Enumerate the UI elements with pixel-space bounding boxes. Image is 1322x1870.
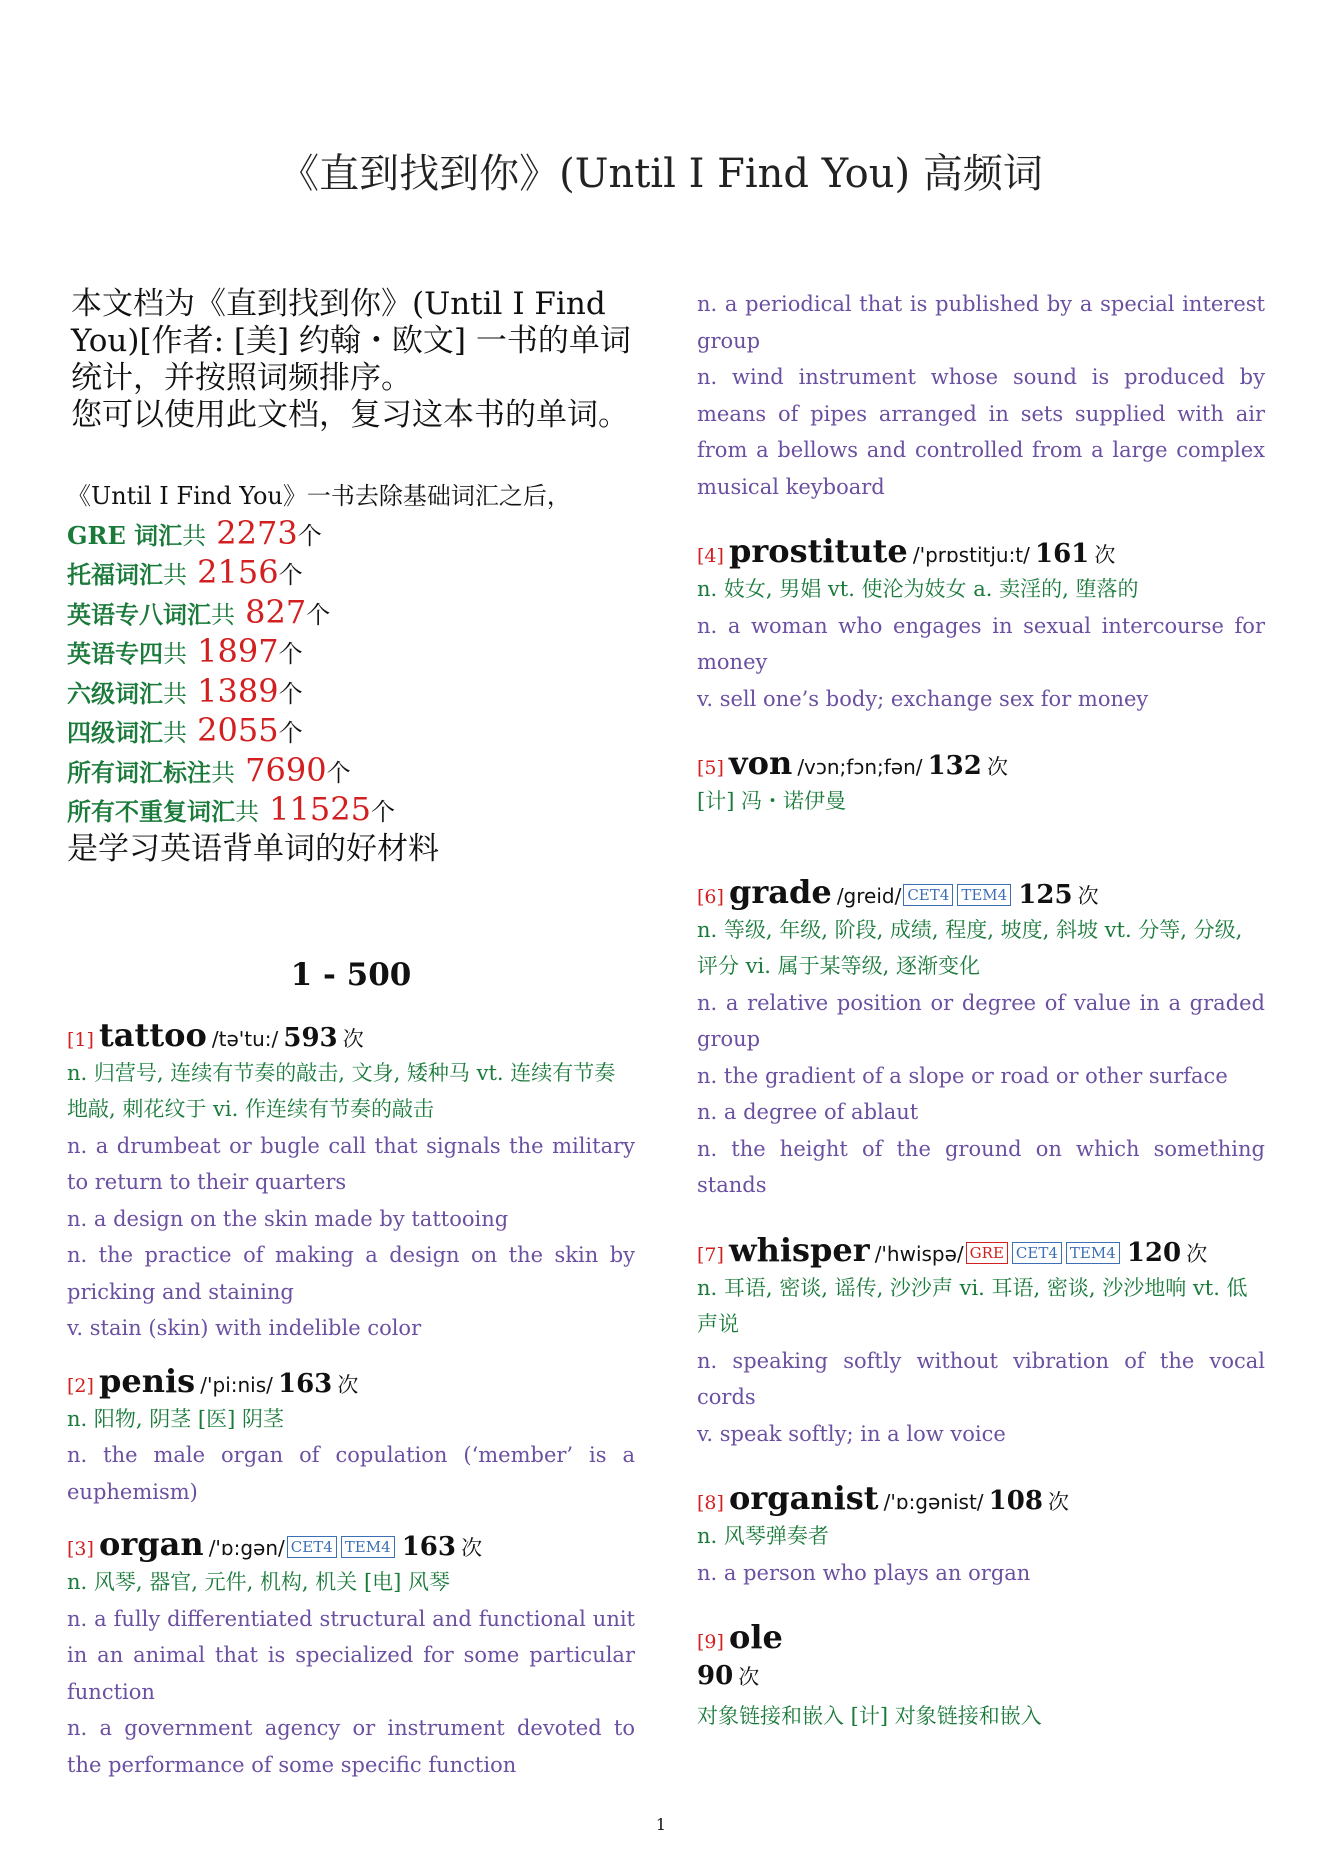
entry-english-def: n. the practice of making a design on the skin by pricking and staining: [67, 1243, 635, 1304]
entry-count: 108: [988, 1486, 1043, 1516]
entry-word: penis: [99, 1361, 196, 1400]
entry-word: von: [729, 744, 793, 782]
entry-word: grade: [729, 872, 832, 911]
stat-count: 11525: [259, 790, 371, 828]
entry-word: whisper: [729, 1230, 870, 1269]
stat-count: 1389: [187, 671, 279, 710]
entry-phonetic: /'hwispə/: [874, 1241, 964, 1266]
stat-unit: 个: [278, 640, 303, 668]
word-entry: [697, 872, 1265, 1204]
entry-english-def: n. a design on the skin made by tattooing: [67, 1206, 509, 1231]
entry-count: 125: [1018, 879, 1073, 910]
entry-tag: TEM4: [957, 884, 1011, 906]
word-entry: [67, 1361, 635, 1511]
entry-head: [67, 1015, 635, 1055]
stat-label: 所有不重复词汇: [67, 797, 235, 826]
entry-chinese-def: 对象链接和嵌入 [计] 对象链接和嵌入: [697, 1704, 1042, 1728]
entry-count-unit: 次: [337, 1372, 359, 1397]
entry-tag: CET4: [1012, 1242, 1062, 1264]
word-entry: [67, 1524, 635, 1783]
entry-english-def: n. wind instrument whose sound is produced by means of pipes arranged in sets supplied with air from a bellows and controlled from a large complex musical keyboard: [697, 365, 1265, 499]
entry-head: [67, 1524, 635, 1564]
page-number: 1: [655, 1815, 667, 1834]
stat-suffix: 共: [163, 561, 187, 589]
entry-head: [697, 1230, 1265, 1270]
stat-line: [67, 633, 635, 673]
stat-label: 英语专八词汇: [67, 599, 211, 629]
stat-label: 六级词汇: [67, 678, 163, 708]
stat-unit: 个: [297, 521, 322, 550]
word-entry: [67, 1015, 635, 1347]
entry-index: [9]: [697, 1631, 724, 1653]
entry-english-def: n. a drumbeat or bugle call that signals the military to return to their quarters: [67, 1133, 635, 1194]
entry-count: 593: [283, 1022, 338, 1053]
entry-tag: GRE: [966, 1242, 1008, 1264]
entry-tag: TEM4: [1066, 1242, 1120, 1264]
entry-phonetic: /'prɒstitju:t/: [912, 543, 1030, 567]
entry-count-unit: 次: [342, 1026, 364, 1051]
entry-phonetic: /tə'tu:/: [211, 1026, 279, 1051]
entry-count: 161: [1034, 539, 1090, 569]
entry-index: [3]: [67, 1538, 94, 1560]
entry-chinese-def: n. 归营号, 连续有节奏的敲击, 文身, 矮种马 vt. 连续有节奏地敲, 刺花纹于 vi. 作连续有节奏的敲击: [67, 1060, 616, 1121]
entry-phonetic: /vɔn;fɔn;fən/: [797, 755, 923, 779]
entry-english-def: n. a woman who engages in sexual intercourse for money: [697, 613, 1265, 674]
entry-word: ole: [729, 1618, 783, 1656]
left-entries: [67, 1015, 635, 1784]
entry-head: [67, 1361, 635, 1401]
right-entries: [697, 286, 1265, 1735]
doc-title: 《直到找到你》(Until I Find You) 高频词: [279, 151, 1043, 197]
entry-head: [697, 1617, 1265, 1657]
entry-english-def: v. stain (skin) with indelible color: [67, 1316, 422, 1340]
stat-count: 1897: [187, 632, 279, 670]
entry-chinese-def: [计] 冯・诺伊曼: [697, 789, 847, 813]
entry-head: [697, 1478, 1265, 1518]
entry-english-def: v. speak softly; in a low voice: [697, 1421, 1006, 1446]
stat-line: [67, 752, 635, 792]
entry-english-def: n. a fully differentiated structural and functional unit in an animal that is specialized for some particular function: [67, 1606, 635, 1704]
entry-count-unit: 次: [1077, 883, 1099, 908]
left-column: [67, 286, 635, 1783]
entry-english-def: n. a degree of ablaut: [697, 1100, 919, 1124]
stat-suffix: 共: [235, 798, 259, 826]
entry-chinese-def: n. 耳语, 密谈, 谣传, 沙沙声 vi. 耳语, 密谈, 沙沙地响 vt. 低声说: [697, 1275, 1248, 1336]
stats-list: [67, 515, 635, 831]
entry-head: [697, 531, 1265, 571]
stat-suffix: 共: [182, 521, 207, 550]
entry-tag: TEM4: [341, 1536, 395, 1558]
entry-tag: CET4: [903, 884, 953, 906]
stat-label: 英语专四: [67, 639, 163, 668]
stat-count: 2055: [187, 711, 279, 749]
entry-chinese-def: n. 等级, 年级, 阶段, 成绩, 程度, 坡度, 斜坡 vt. 分等, 分级, 评分 vi. 属于某等级, 逐渐变化: [697, 917, 1243, 978]
right-column: [697, 286, 1265, 1735]
stat-line: [67, 594, 635, 634]
entry-count: 163: [401, 1532, 456, 1562]
stat-label: 所有词汇标注: [67, 757, 211, 787]
word-entry: [697, 531, 1265, 717]
stat-label: 托福词汇: [67, 560, 163, 589]
entry-head: [697, 743, 1265, 783]
stat-suffix: 共: [211, 758, 235, 787]
intro-text: 本文档为《直到找到你》(Until I Find You)[作者: [美] 约翰・欧文] 一书的单词统计，并按照词频排序。 您可以使用此文档，复习这本书的单词。: [71, 286, 631, 433]
entry-head: [697, 872, 1265, 912]
entry-english-def: n. the gradient of a slope or road or other surface: [697, 1063, 1228, 1088]
entry-chinese-def: n. 阳物, 阴茎 [医] 阴茎: [67, 1406, 284, 1431]
stats-tail: 是学习英语背单词的好材料: [67, 830, 439, 867]
word-entry: [697, 1230, 1265, 1453]
entry-chinese-def: n. 风琴弹奏者: [697, 1524, 829, 1548]
entry-count-unit: 次: [986, 755, 1008, 779]
entry-continuation: [697, 286, 1265, 505]
stat-label: GRE 词汇: [67, 520, 183, 550]
stat-suffix: 共: [163, 640, 187, 668]
stat-unit: 个: [278, 561, 303, 589]
entry-english-def: n. a government agency or instrument devoted to the performance of some specific function: [67, 1716, 635, 1777]
word-entry: [697, 743, 1265, 820]
entry-phonetic: /greid/: [836, 883, 902, 908]
entry-word: prostitute: [729, 532, 908, 570]
entry-index: [6]: [697, 885, 724, 908]
stat-count: 827: [235, 592, 307, 631]
entry-phonetic: /'pi:nis/: [200, 1372, 273, 1397]
stat-count: 2156: [187, 553, 279, 591]
stat-unit: 个: [326, 758, 351, 787]
entry-chinese-def: n. 妓女, 男娼 vt. 使沦为妓女 a. 卖淫的, 堕落的: [697, 577, 1139, 601]
stat-line: [67, 554, 635, 594]
entry-word: tattoo: [99, 1015, 207, 1054]
entry-index: [4]: [697, 545, 724, 567]
entry-count-unit: 次: [1048, 1490, 1070, 1514]
entry-count-line: [697, 1657, 1265, 1698]
entry-english-def: n. speaking softly without vibration of the vocal cords: [697, 1348, 1265, 1409]
entry-count: 120: [1126, 1237, 1182, 1268]
entry-count: 132: [927, 751, 982, 781]
entry-index: [5]: [697, 757, 724, 779]
stat-unit: 个: [278, 719, 303, 747]
word-entry: [697, 1478, 1265, 1591]
entry-english-def: n. a person who plays an organ: [697, 1560, 1031, 1585]
stat-line: [67, 712, 635, 752]
range-heading: 1 - 500: [290, 956, 412, 993]
stat-unit: 个: [306, 600, 331, 629]
entry-count-unit: 次: [1186, 1241, 1208, 1266]
entry-index: [7]: [697, 1243, 724, 1266]
stat-label: 四级词汇: [67, 718, 163, 747]
entry-english-def: n. a relative position or degree of value in a graded group: [697, 990, 1265, 1051]
stat-unit: 个: [278, 679, 303, 708]
stat-line: [67, 673, 635, 713]
stat-line: [67, 791, 635, 831]
entry-phonetic: /'ɒ:gənist/: [883, 1490, 984, 1514]
stat-count: 7690: [235, 750, 327, 789]
entry-count-unit: 次: [461, 1536, 483, 1560]
entry-english-def: v. sell one’s body; exchange sex for money: [697, 686, 1149, 711]
entry-english-def: n. a periodical that is published by a special interest group: [697, 292, 1265, 353]
entry-english-def: n. the height of the ground on which something stands: [697, 1136, 1265, 1197]
entry-count: 90: [697, 1661, 734, 1691]
stat-unit: 个: [370, 798, 395, 826]
stat-suffix: 共: [163, 679, 187, 708]
entry-tag: CET4: [287, 1536, 337, 1558]
entry-count: 163: [278, 1368, 333, 1399]
entry-word: organ: [99, 1525, 204, 1563]
entry-count-unit: 次: [738, 1665, 760, 1689]
stat-line: [67, 515, 635, 555]
word-entry: [697, 1617, 1265, 1735]
stat-suffix: 共: [163, 719, 187, 747]
entry-phonetic: /'ɒ:gən/: [208, 1536, 285, 1560]
entry-english-def: n. the male organ of copulation (‘member’ is a euphemism): [67, 1443, 635, 1504]
stat-suffix: 共: [211, 600, 235, 629]
entry-chinese-def: n. 风琴, 器官, 元件, 机构, 机关 [电] 风琴: [67, 1570, 451, 1594]
entry-count-unit: 次: [1094, 543, 1116, 567]
entry-index: [1]: [67, 1028, 94, 1051]
entry-word: organist: [729, 1479, 879, 1517]
entry-index: [8]: [697, 1492, 724, 1514]
entry-index: [2]: [67, 1374, 94, 1397]
stat-count: 2273: [206, 513, 298, 552]
stats-lead: 《Until I Find You》一书去除基础词汇之后，: [67, 482, 571, 510]
stats-block: [67, 478, 635, 867]
